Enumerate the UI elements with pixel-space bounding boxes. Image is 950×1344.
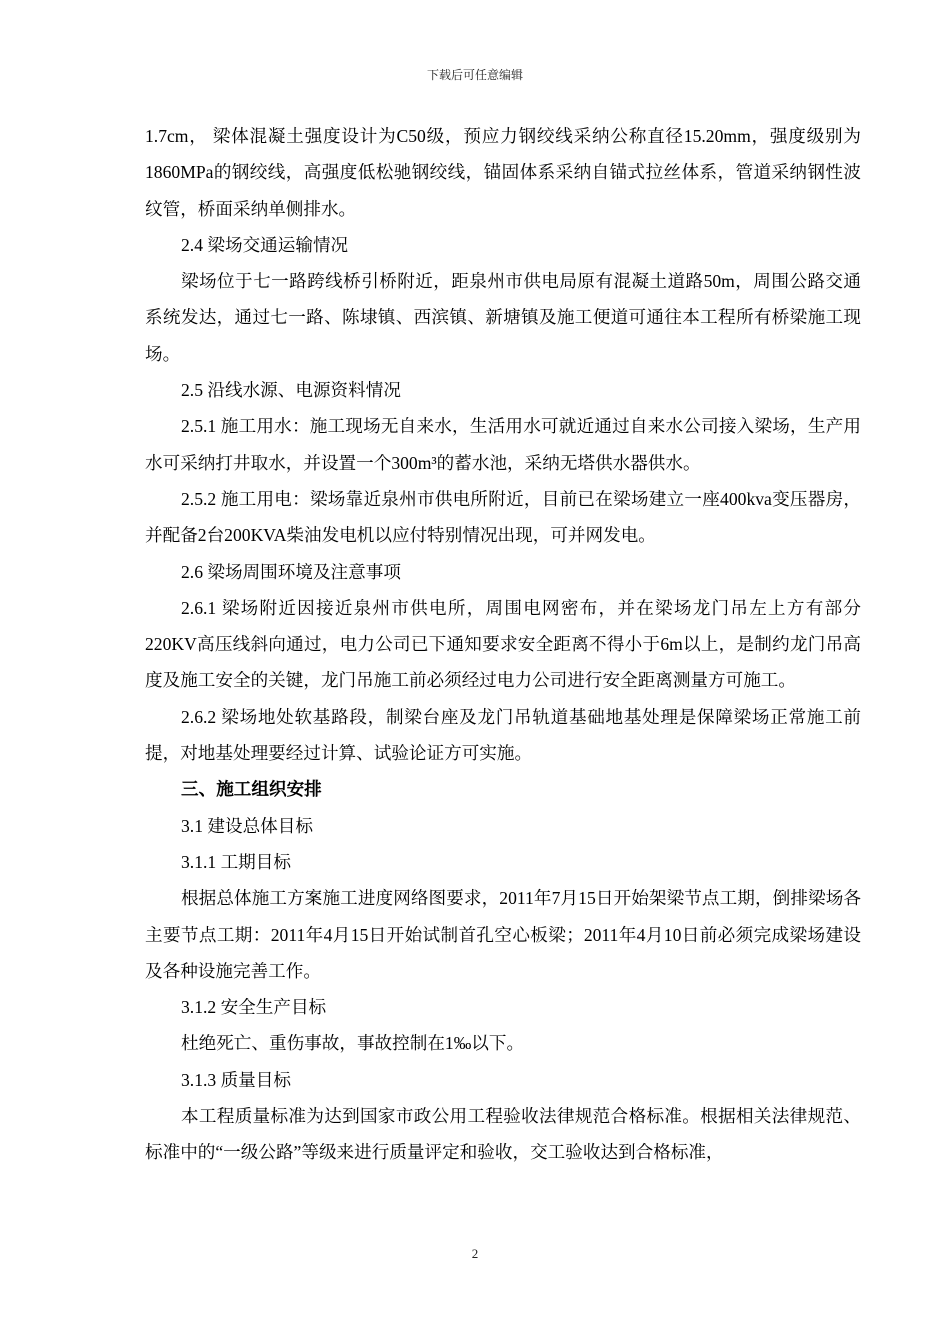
heading-2-5: 2.5 沿线水源、电源资料情况 xyxy=(181,380,401,401)
paragraph-safety-goal: 杜绝死亡、重伤事故，事故控制在1‰以下。 xyxy=(181,1033,525,1054)
paragraph-traffic: 梁场位于七一路跨线桥引桥附近，距泉州市供电局原有混凝土道路50m，周围公路交通系统发达，通过七一路、陈埭镇、西滨镇、新塘镇及施工便道可通往本工程所有桥梁施工现场。 xyxy=(145,271,861,364)
heading-2-4: 2.4 梁场交通运输情况 xyxy=(181,234,349,255)
paragraph-water: 2.5.1 施工用水：施工现场无自来水，生活用水可就近通过自来水公司接入梁场，生产用水可采纳打井取水，并设置一个300m³的蓄水池，采纳无塔供水器供水。 xyxy=(145,416,861,473)
heading-3-1-2: 3.1.2 安全生产目标 xyxy=(181,997,327,1018)
paragraph-quality: 本工程质量标准为达到国家市政公用工程验收法律规范合格标准。根据相关法律规范、标准中的“一级公路”等级来进行质量评定和验收，交工验收达到合格标准， xyxy=(145,1106,861,1163)
paragraph-soft-soil: 2.6.2 梁场地处软基路段，制梁台座及龙门吊轨道基础地基处理是保障梁场正常施工前提，对地基处理要经过计算、试验论证方可实施。 xyxy=(145,706,861,764)
page-header: 下载后可任意编辑 xyxy=(426,68,523,82)
paragraph-power: 2.5.2 施工用电：梁场靠近泉州市供电所附近，目前已在梁场建立一座400kva变压器房，并配备2台200KVA柴油发电机以应付特别情况出现，可并网发电。 xyxy=(145,488,861,546)
page-number: 2 xyxy=(471,1246,479,1261)
heading-3-1-3: 3.1.3 质量目标 xyxy=(181,1069,291,1090)
document-body xyxy=(145,118,861,1171)
paragraph-schedule: 根据总体施工方案施工进度网络图要求，2011年7月15日开始架梁节点工期，倒排梁场各主要节点工期：2011年4月15日开始试制首孔空心板梁；2011年4月10日前必须完成梁场建设及各种设施完善工作。 xyxy=(145,888,861,981)
paragraph-grid-safety: 2.6.1 梁场附近因接近泉州市供电所，周围电网密布，并在梁场龙门吊左上方有部分220KV高压线斜向通过，电力公司已下通知要求安全距离不得小于6m以上，是制约龙门吊高度及施工安全的关键，龙门吊施工前必须经过电力公司进行安全距离测量方可施工。 xyxy=(145,597,861,691)
section-heading-3: 三、施工组织安排 xyxy=(181,779,322,800)
heading-3-1: 3.1 建设总体目标 xyxy=(181,815,313,836)
heading-2-6: 2.6 梁场周围环境及注意事项 xyxy=(181,561,401,582)
paragraph-beam-spec: 1.7cm， 梁体混凝土强度设计为C50级，预应力钢绞线采纳公称直径15.20mm，强度级别为1860MPa的钢绞线，高强度低松驰钢绞线，锚固体系采纳自锚式拉丝体系，管道采纳钢性波纹管，桥面采纳单侧排水。 xyxy=(145,126,861,219)
heading-3-1-1: 3.1.1 工期目标 xyxy=(181,851,291,872)
